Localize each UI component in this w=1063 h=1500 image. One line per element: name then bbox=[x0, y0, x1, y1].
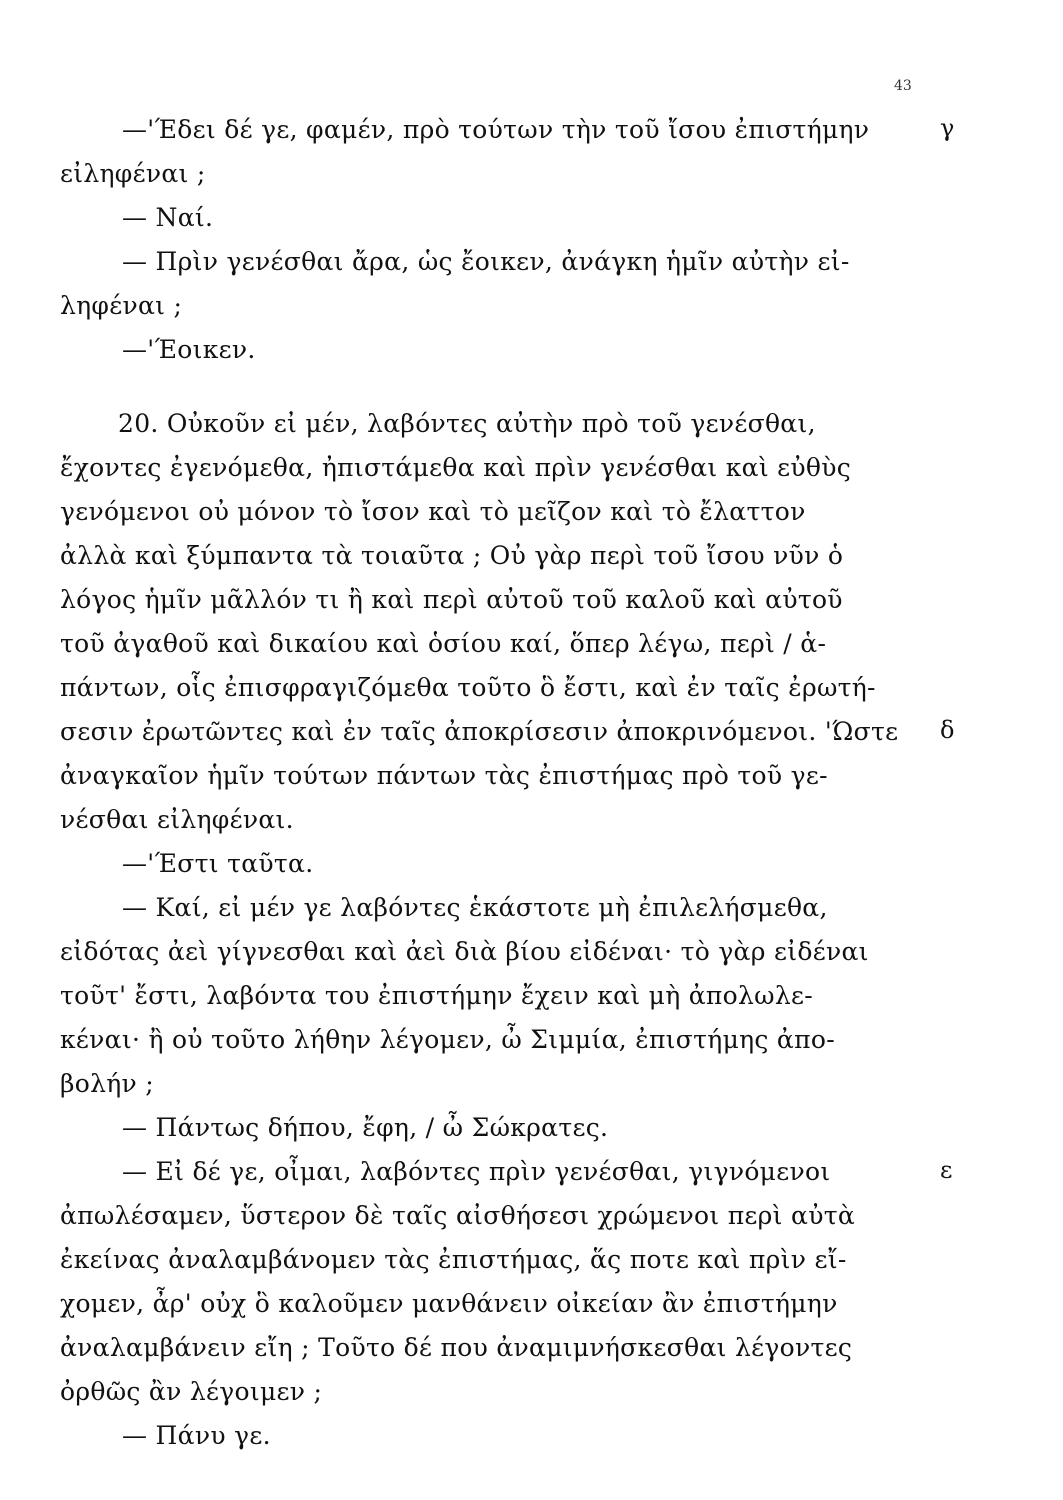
text-line: γενόμενοι οὐ μόνον τὸ ἴσον καὶ τὸ μεῖζον καὶ τὸ ἔλαττον bbox=[60, 497, 806, 526]
text-line: — Πρὶν γενέσθαι ἄρα, ὡς ἔοικεν, ἀνάγκη ἡμῖν αὐτὴν εἰ- bbox=[122, 247, 850, 276]
text-line: 20. Οὐκοῦν εἰ μέν, λαβόντες αὐτὴν πρὸ τοῦ γενέσθαι, bbox=[118, 409, 816, 438]
text-line: — Πάνυ γε. bbox=[122, 1421, 271, 1450]
text-line: τοῦ ἀγαθοῦ καὶ δικαίου καὶ ὁσίου καί, ὅπερ λέγω, περὶ / ἁ- bbox=[60, 629, 827, 658]
text-line: λόγος ἡμῖν μᾶλλόν τι ἢ καὶ περὶ αὐτοῦ τοῦ καλοῦ καὶ αὐτοῦ bbox=[60, 585, 843, 614]
text-line: ὀρθῶς ἂν λέγοιμεν ; bbox=[60, 1377, 323, 1406]
paragraph-gap bbox=[60, 372, 910, 402]
text-line: ἀπωλέσαμεν, ὕστερον δὲ ταῖς αἰσθήσεσι χρώμενοι περὶ αὐτὰ bbox=[60, 1201, 856, 1230]
text-line: ληφέναι ; bbox=[60, 291, 183, 320]
text-line: — Εἰ δέ γε, οἶμαι, λαβόντες πρὶν γενέσθαι, γιγνόμενοι bbox=[122, 1157, 831, 1186]
text-line: πάντων, οἷς ἐπισφραγιζόμεθα τοῦτο ὃ ἔστι, καὶ ἐν ταῖς ἐρωτή- bbox=[60, 673, 876, 702]
text-line: σεσιν ἐρωτῶντες καὶ ἐν ταῖς ἀποκρίσεσιν ἀποκρινόμενοι. 'Ώστε bbox=[60, 717, 899, 746]
text-line: χομεν, ἆρ' οὐχ ὃ καλοῦμεν μανθάνειν οἰκείαν ἂν ἐπιστήμην bbox=[60, 1289, 838, 1318]
text-line: — Καί, εἰ μέν γε λαβόντες ἑκάστοτε μὴ ἐπιλελήσμεθα, bbox=[122, 893, 828, 922]
page-number: 43 bbox=[894, 78, 912, 94]
text-line: ἀλλὰ καὶ ξύμπαντα τὰ τοιαῦτα ; Οὐ γὰρ περὶ τοῦ ἴσου νῦν ὁ bbox=[60, 541, 844, 570]
text-line: τοῦτ' ἔστι, λαβόντα του ἐπιστήμην ἔχειν καὶ μὴ ἀπολωλε- bbox=[60, 981, 813, 1010]
margin-section-letter: ε bbox=[940, 1156, 953, 1184]
text-line: — Ναί. bbox=[122, 203, 214, 232]
text-line: εἰληφέναι ; bbox=[60, 159, 206, 188]
text-line: νέσθαι εἰληφέναι. bbox=[60, 805, 294, 834]
text-line: — Πάντως δήπου, ἔφη, / ὦ Σώκρατες. bbox=[122, 1113, 609, 1142]
text-line: —'Έδει δέ γε, φαμέν, πρὸ τούτων τὴν τοῦ ἴσου ἐπιστήμην bbox=[122, 115, 870, 144]
text-line: βολήν ; bbox=[60, 1069, 154, 1098]
text-column bbox=[60, 108, 910, 1458]
text-line: ἐκείνας ἀναλαμβάνομεν τὰς ἐπιστήμας, ἅς ποτε καὶ πρὶν εἴ- bbox=[60, 1245, 847, 1274]
text-line: ἀναγκαῖον ἡμῖν τούτων πάντων τὰς ἐπιστήμας πρὸ τοῦ γε- bbox=[60, 761, 828, 790]
text-line: ἀναλαμβάνειν εἴη ; Τοῦτο δέ που ἀναμιμνήσκεσθαι λέγοντες bbox=[60, 1333, 853, 1362]
margin-section-letter: γ bbox=[940, 114, 955, 142]
text-line: —'Έστι ταῦτα. bbox=[122, 849, 314, 878]
text-line: εἰδότας ἀεὶ γίγνεσθαι καὶ ἀεὶ διὰ βίου εἰδέναι· τὸ γὰρ εἰδέναι bbox=[60, 937, 869, 966]
text-line: —'Έοικεν. bbox=[122, 335, 256, 364]
text-line: ἔχοντες ἐγενόμεθα, ἠπιστάμεθα καὶ πρὶν γενέσθαι καὶ εὐθὺς bbox=[60, 453, 852, 482]
text-line: κέναι· ἢ οὐ τοῦτο λήθην λέγομεν, ὦ Σιμμία, ἐπιστήμης ἀπο- bbox=[60, 1025, 835, 1054]
margin-section-letter: δ bbox=[940, 716, 955, 744]
